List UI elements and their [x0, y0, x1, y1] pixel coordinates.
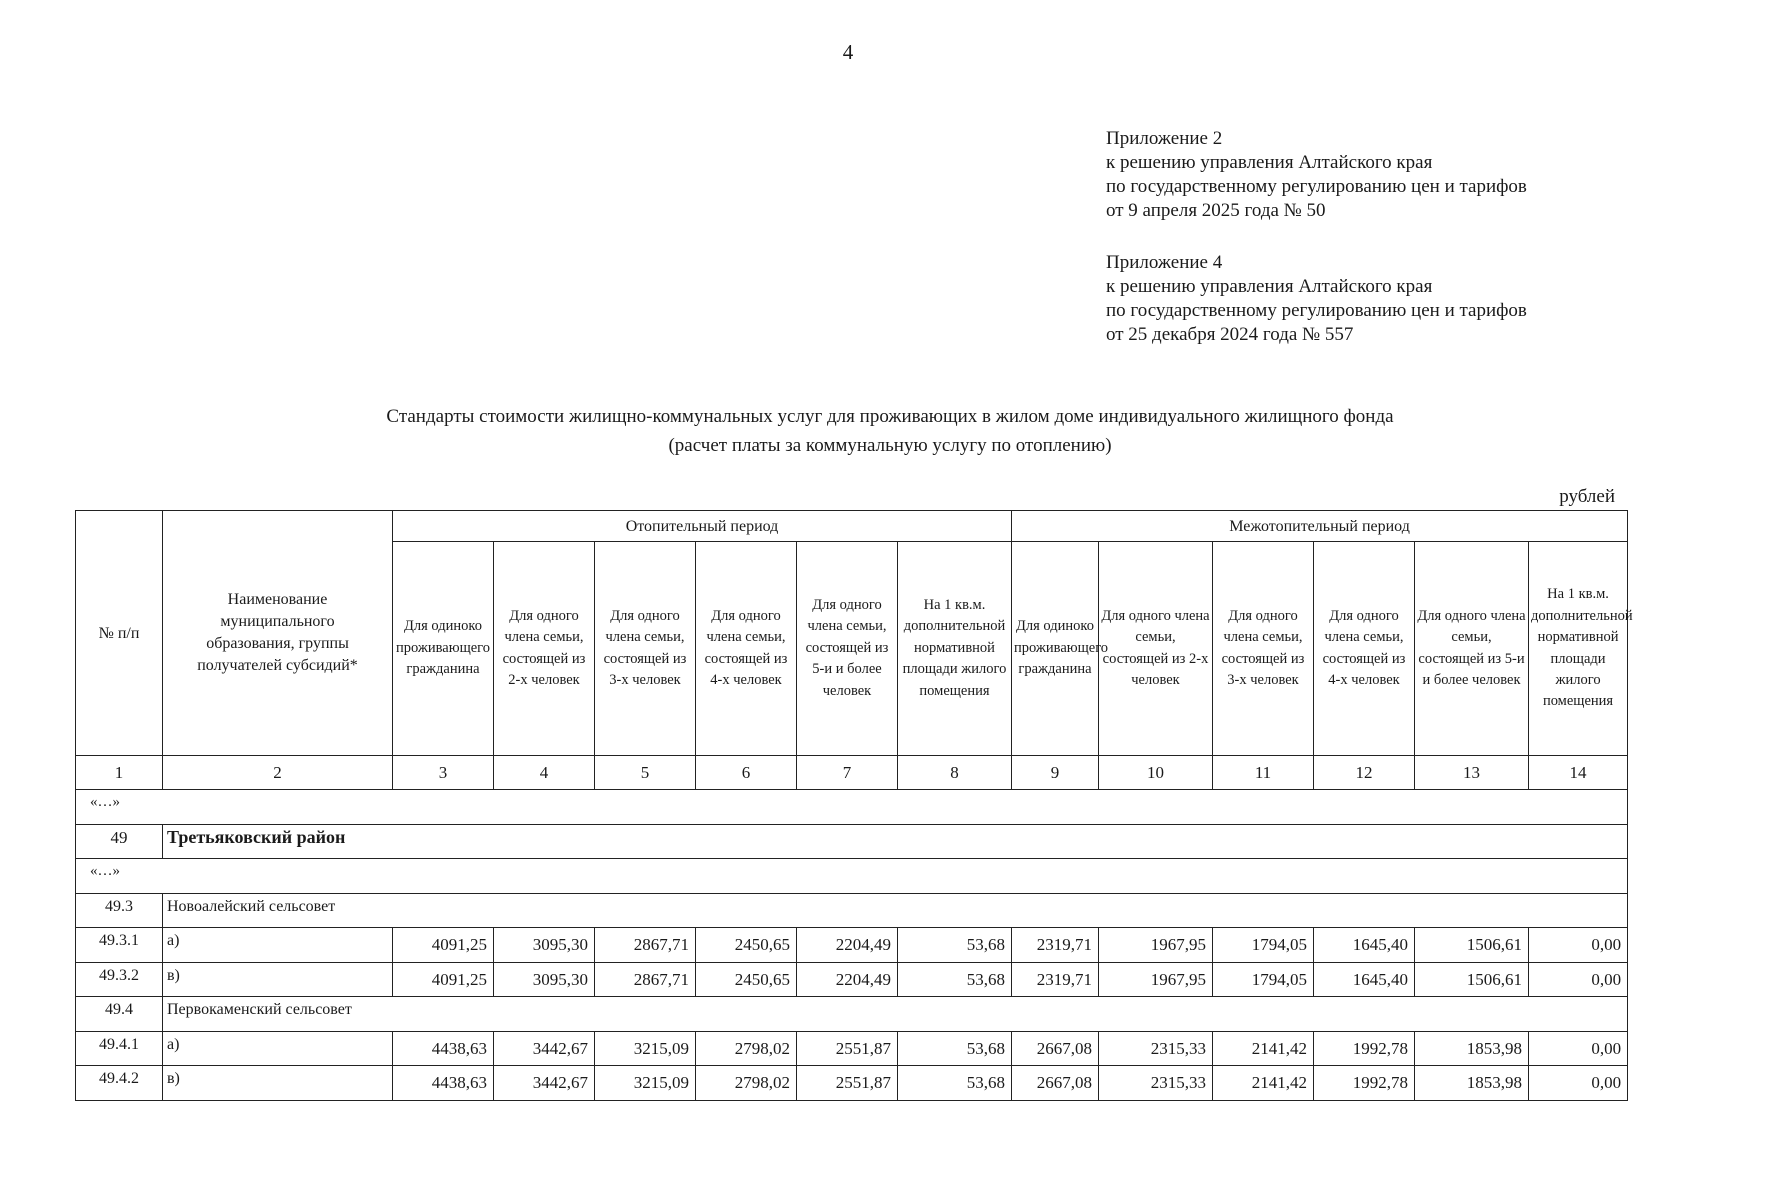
value-cell: 2450,65 [696, 928, 797, 963]
value-cell: 2798,02 [696, 1031, 797, 1066]
value-cell: 1506,61 [1415, 928, 1529, 963]
value-cell: 53,68 [898, 1031, 1012, 1066]
row-number: 49.3.1 [76, 928, 163, 963]
value-cell: 2204,49 [797, 928, 898, 963]
header-row-numbers [76, 756, 1628, 790]
header-heating-column: На 1 кв.м. дополнительной нормативной площади жилого помещения [898, 542, 1012, 756]
column-number: 7 [797, 756, 898, 790]
appendix-4-line: по государственному регулированию цен и тарифов [1106, 300, 1527, 321]
document-title [0, 402, 1780, 460]
column-number: 5 [595, 756, 696, 790]
row-number: 49.4.2 [76, 1066, 163, 1101]
appendix-2-line: к решению управления Алтайского края [1106, 152, 1433, 173]
table-row [76, 1066, 1628, 1101]
value-cell: 1967,95 [1099, 928, 1213, 963]
units-label: рублей [1559, 486, 1615, 507]
value-cell: 2667,08 [1012, 1031, 1099, 1066]
table-row [76, 962, 1628, 997]
value-cell: 2551,87 [797, 1031, 898, 1066]
appendix-4-block [1106, 251, 1527, 347]
ellipsis-row [76, 859, 1628, 894]
ellipsis-row [76, 790, 1628, 825]
appendix-4-line: Приложение 4 [1106, 252, 1223, 273]
column-number: 14 [1529, 756, 1628, 790]
column-number: 11 [1213, 756, 1314, 790]
value-cell: 1794,05 [1213, 928, 1314, 963]
section-row [76, 997, 1628, 1032]
ellipsis-cell: «…» [76, 859, 1628, 894]
column-number: 6 [696, 756, 797, 790]
value-cell: 2798,02 [696, 1066, 797, 1101]
value-cell: 1992,78 [1314, 1066, 1415, 1101]
district-row [76, 824, 1628, 859]
page-number: 4 [842, 40, 854, 64]
value-cell: 2204,49 [797, 962, 898, 997]
value-cell: 2315,33 [1099, 1066, 1213, 1101]
header-heating-column: Для одного члена семьи, состоящей из 2-х человек [494, 542, 595, 756]
row-number: 49.4.1 [76, 1031, 163, 1066]
value-cell: 4091,25 [393, 962, 494, 997]
value-cell: 2141,42 [1213, 1066, 1314, 1101]
header-heating-column: Для одного члена семьи, состоящей из 5-и и более человек [797, 542, 898, 756]
header-interheating-column: Для одного члена семьи, состоящей из 2-х человек [1099, 542, 1213, 756]
column-number: 3 [393, 756, 494, 790]
header-name: Наименование муниципального образования, группы получателей субсидий* [163, 511, 393, 756]
value-cell: 2867,71 [595, 928, 696, 963]
header-interheating-column: На 1 кв.м. дополнительной нормативной площади жилого помещения [1529, 542, 1628, 756]
header-interheating-column: Для одного члена семьи, состоящей из 5-и и более человек [1415, 542, 1529, 756]
value-cell: 53,68 [898, 928, 1012, 963]
value-cell: 2319,71 [1012, 962, 1099, 997]
document-subtitle-line: (расчет платы за коммунальную услугу по отоплению) [668, 435, 1112, 456]
value-cell: 2667,08 [1012, 1066, 1099, 1101]
value-cell: 1967,95 [1099, 962, 1213, 997]
value-cell: 53,68 [898, 1066, 1012, 1101]
value-cell: 1645,40 [1314, 928, 1415, 963]
value-cell: 53,68 [898, 962, 1012, 997]
row-number: 49 [76, 824, 163, 859]
header-heating-column: Для одного члена семьи, состоящей из 4-х человек [696, 542, 797, 756]
value-cell: 3095,30 [494, 962, 595, 997]
value-cell: 2867,71 [595, 962, 696, 997]
table-row [76, 928, 1628, 963]
section-name: Первокаменский сельсовет [163, 997, 1628, 1032]
appendix-2-line: Приложение 2 [1106, 128, 1223, 149]
value-cell: 2319,71 [1012, 928, 1099, 963]
table-row [76, 1031, 1628, 1066]
header-interheating-period: Межотопительный период [1012, 511, 1628, 542]
column-number: 9 [1012, 756, 1099, 790]
column-number: 13 [1415, 756, 1529, 790]
value-cell: 1794,05 [1213, 962, 1314, 997]
column-number: 1 [76, 756, 163, 790]
value-cell: 0,00 [1529, 962, 1628, 997]
value-cell: 2450,65 [696, 962, 797, 997]
tariff-table [75, 510, 1633, 1101]
row-group-name: а) [163, 1031, 393, 1066]
header-interheating-column: Для одиноко проживающего гражданина [1012, 542, 1099, 756]
value-cell: 1853,98 [1415, 1066, 1529, 1101]
value-cell: 1645,40 [1314, 962, 1415, 997]
value-cell: 3215,09 [595, 1031, 696, 1066]
header-heating-column: Для одиноко проживающего гражданина [393, 542, 494, 756]
value-cell: 0,00 [1529, 1066, 1628, 1101]
value-cell: 3095,30 [494, 928, 595, 963]
value-cell: 3215,09 [595, 1066, 696, 1101]
header-interheating-column: Для одного члена семьи, состоящей из 4-х человек [1314, 542, 1415, 756]
appendix-2-block [1106, 127, 1527, 223]
document-title-line: Стандарты стоимости жилищно-коммунальных услуг для проживающих в жилом доме индивидуального жилищного фонда [386, 406, 1394, 427]
value-cell: 4438,63 [393, 1066, 494, 1101]
row-number: 49.4 [76, 997, 163, 1032]
column-number: 2 [163, 756, 393, 790]
column-number: 8 [898, 756, 1012, 790]
header-row-periods [76, 511, 1628, 542]
appendix-4-line: от 25 декабря 2024 года № 557 [1106, 324, 1354, 345]
value-cell: 4091,25 [393, 928, 494, 963]
value-cell: 2551,87 [797, 1066, 898, 1101]
ellipsis-cell: «…» [76, 790, 1628, 825]
value-cell: 2315,33 [1099, 1031, 1213, 1066]
column-number: 10 [1099, 756, 1213, 790]
header-heating-column: Для одного члена семьи, состоящей из 3-х человек [595, 542, 696, 756]
column-number: 4 [494, 756, 595, 790]
value-cell: 1506,61 [1415, 962, 1529, 997]
value-cell: 1853,98 [1415, 1031, 1529, 1066]
section-row [76, 893, 1628, 928]
value-cell: 1992,78 [1314, 1031, 1415, 1066]
row-number: 49.3.2 [76, 962, 163, 997]
header-interheating-column: Для одного члена семьи, состоящей из 3-х человек [1213, 542, 1314, 756]
row-group-name: в) [163, 962, 393, 997]
column-number: 12 [1314, 756, 1415, 790]
row-group-name: в) [163, 1066, 393, 1101]
row-group-name: а) [163, 928, 393, 963]
appendix-2-line: от 9 апреля 2025 года № 50 [1106, 200, 1326, 221]
section-name: Новоалейский сельсовет [163, 893, 1628, 928]
appendix-4-line: к решению управления Алтайского края [1106, 276, 1433, 297]
row-number: 49.3 [76, 893, 163, 928]
appendix-2-line: по государственному регулированию цен и тарифов [1106, 176, 1527, 197]
value-cell: 4438,63 [393, 1031, 494, 1066]
value-cell: 3442,67 [494, 1031, 595, 1066]
district-name: Третьяковский район [163, 824, 1628, 859]
value-cell: 3442,67 [494, 1066, 595, 1101]
header-num: № п/п [76, 511, 163, 756]
value-cell: 0,00 [1529, 1031, 1628, 1066]
value-cell: 2141,42 [1213, 1031, 1314, 1066]
value-cell: 0,00 [1529, 928, 1628, 963]
header-heating-period: Отопительный период [393, 511, 1012, 542]
